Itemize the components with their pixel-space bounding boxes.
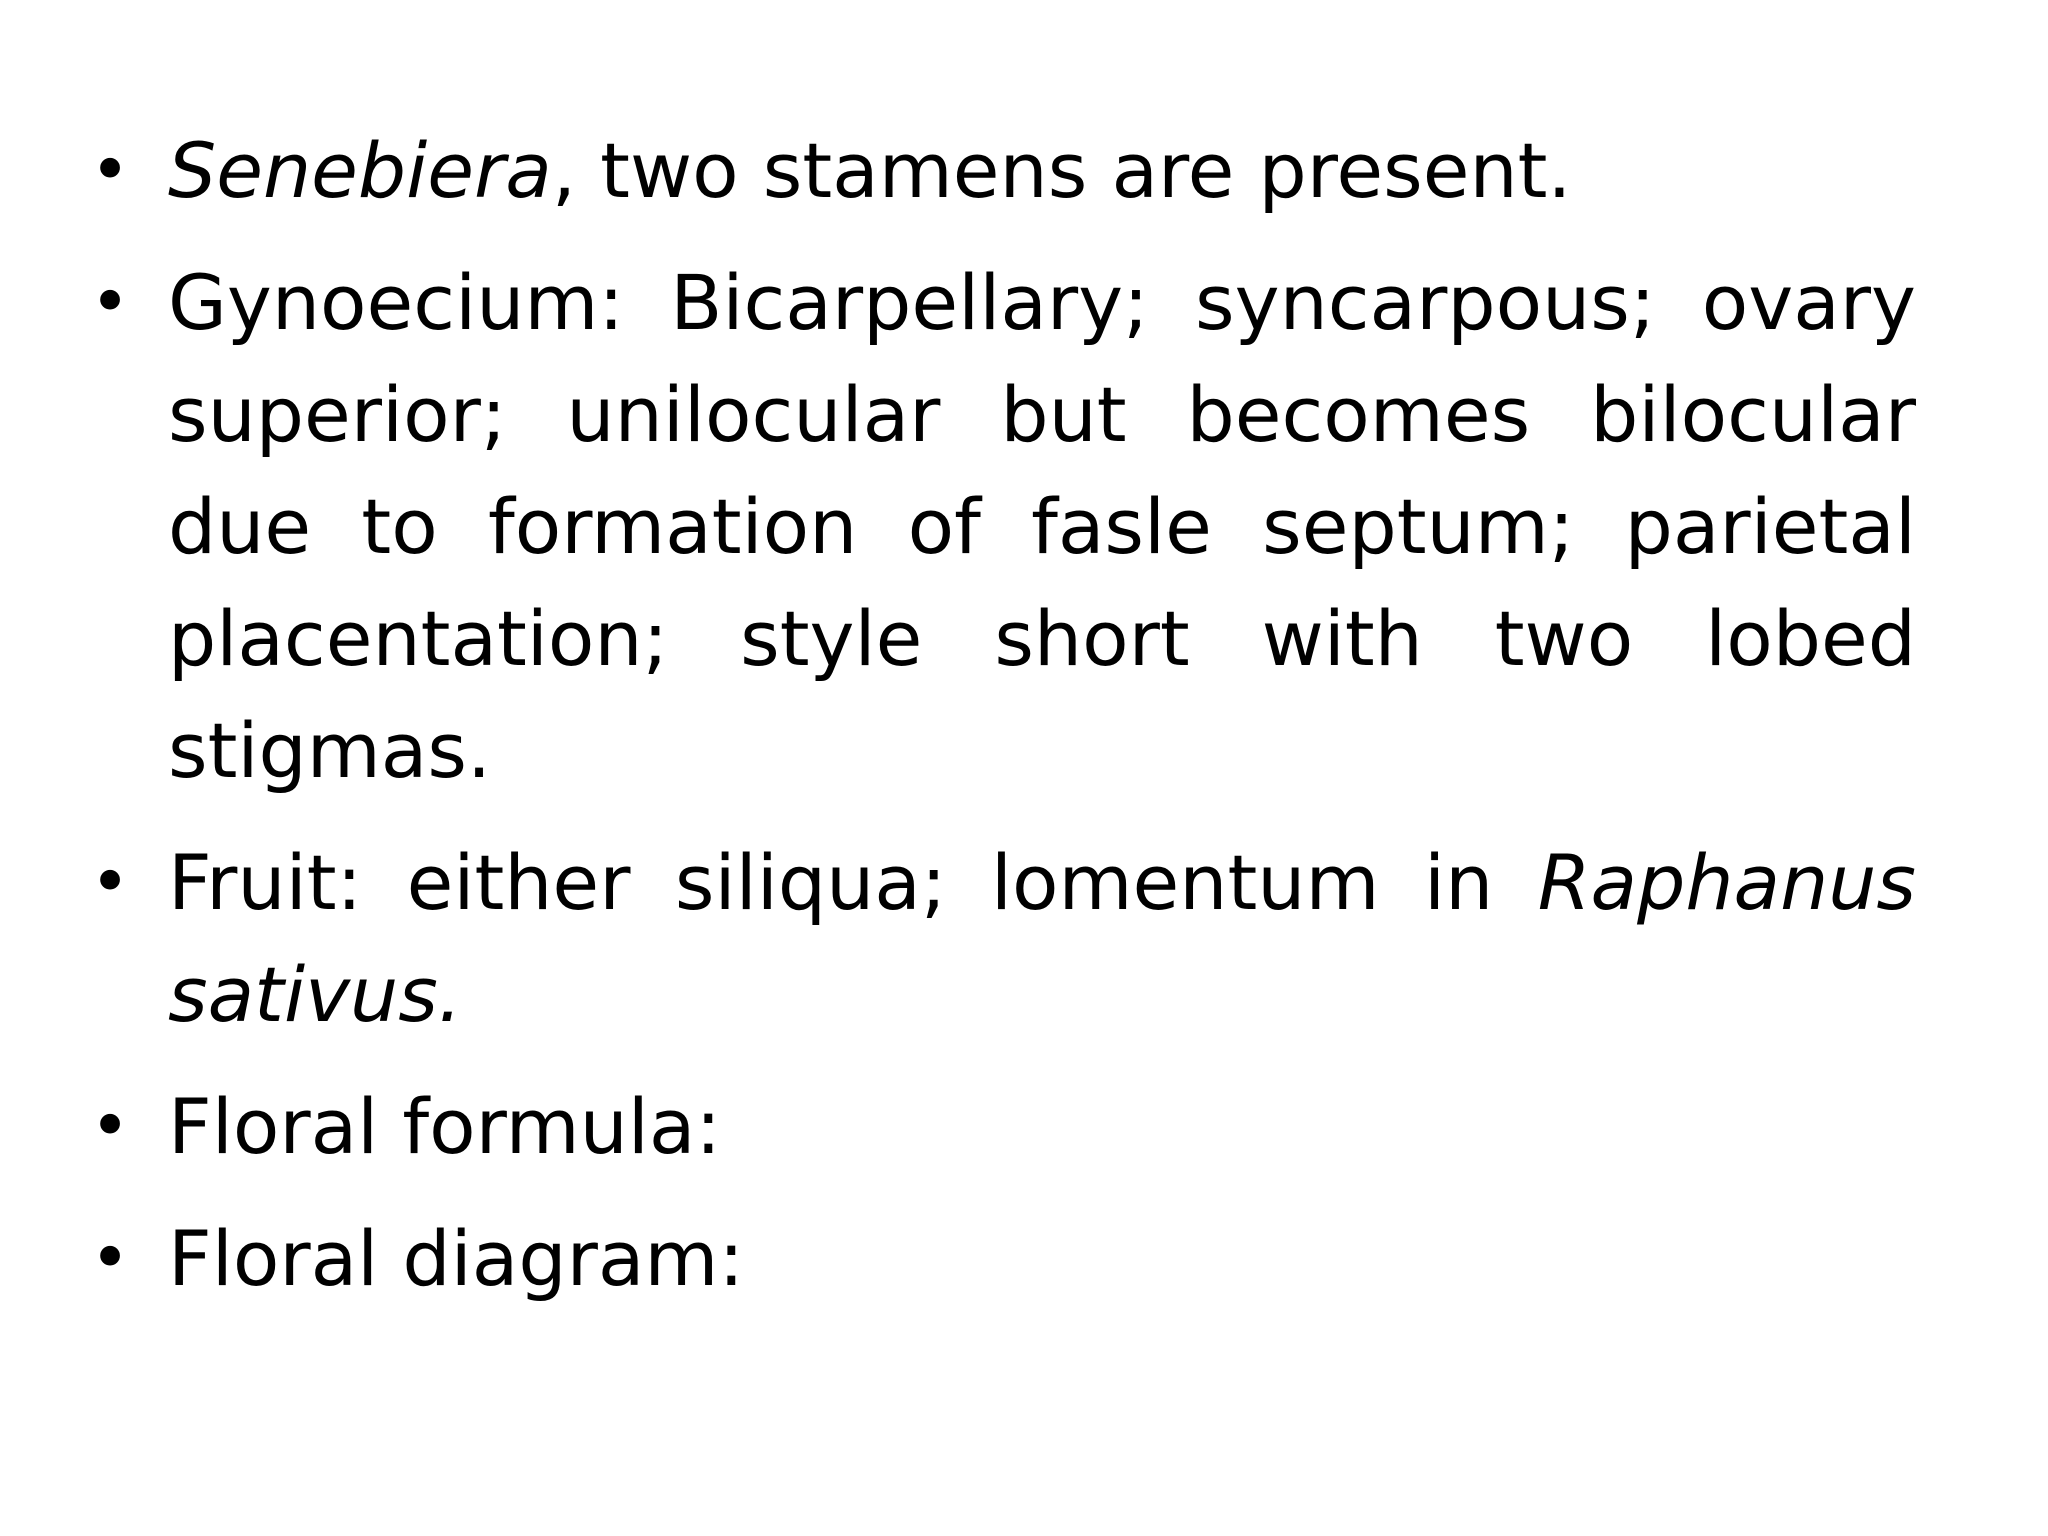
species-name: Raphanus sativus.	[168, 838, 1916, 1039]
bullet-floral-diagram	[90, 1203, 1916, 1315]
bullet-text: Gynoecium: Bicarpellary; syncarpous; ovary superior; unilocular but becomes bilocular due to formation of fasle septum; parietal placentation; style short with two lobed stigmas.	[168, 258, 1916, 795]
bullet-text: Floral formula:	[168, 1082, 722, 1171]
bullet-marker: •	[90, 1087, 131, 1166]
bullet-marker: •	[90, 263, 131, 342]
bullet-text: Fruit: either siliqua; lomentum in	[168, 838, 1538, 927]
bullet-floral-formula	[90, 1071, 1916, 1183]
bullet-gynoecium	[90, 247, 1916, 807]
bullet-marker: •	[90, 131, 131, 210]
bullet-text: Floral diagram:	[168, 1214, 745, 1303]
bullet-senebiera	[90, 115, 1916, 227]
bullet-text: , two stamens are present.	[551, 126, 1572, 215]
bullet-fruit	[90, 827, 1916, 1051]
bullet-list	[90, 115, 1916, 1335]
bullet-marker: •	[90, 843, 131, 922]
genus-name: Senebiera	[168, 126, 552, 215]
bullet-marker: •	[90, 1219, 131, 1298]
